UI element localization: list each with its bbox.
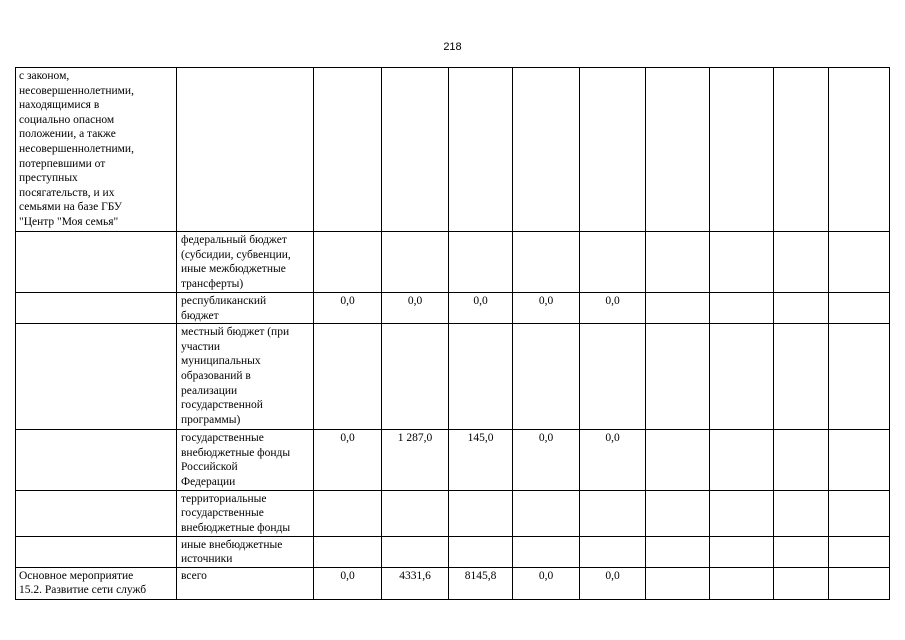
value-cell: [513, 232, 580, 293]
value-cell: [314, 536, 382, 567]
value-cell: 0,0: [314, 293, 382, 324]
value-cell: 0,0: [449, 293, 513, 324]
activity-cell: [16, 324, 177, 430]
table-row: [16, 293, 890, 324]
page-number: 218: [443, 41, 462, 53]
activity-cell: [16, 293, 177, 324]
value-cell: [774, 324, 829, 430]
activity-cell: [16, 430, 177, 490]
value-cell: [774, 490, 829, 536]
value-cell: [774, 232, 829, 293]
value-cell: [774, 430, 829, 490]
activity-label: Основное мероприятие 15.2. Развитие сети служб: [19, 569, 147, 597]
value-cell: [829, 536, 890, 567]
funding-source-label: государственные внебюджетные фонды Российской Федерации: [181, 432, 291, 488]
value-cell: 0,0: [314, 430, 382, 490]
value-cell: [513, 536, 580, 567]
table-row: [16, 68, 890, 232]
activity-cell: [16, 68, 177, 232]
value-cell: [382, 232, 449, 293]
funding-source-label: территориальные государственные внебюджетные фонды: [181, 492, 291, 534]
value-cell: [646, 536, 710, 567]
funding-source-cell: [177, 536, 314, 567]
table-row: [16, 430, 890, 490]
funding-source-label: федеральный бюджет (субсидии, субвенции, иные межбюджетные трансферты): [181, 234, 291, 290]
table-row: [16, 324, 890, 430]
value-cell: 0,0: [513, 567, 580, 599]
funding-source-label: республиканский бюджет: [181, 295, 267, 322]
value-cell: [829, 430, 890, 490]
value-cell: [774, 293, 829, 324]
value-cell: [580, 490, 646, 536]
value-cell: [314, 68, 382, 232]
value-cell: [314, 324, 382, 430]
value-cell: [513, 68, 580, 232]
value-cell: [382, 536, 449, 567]
table-row: [16, 232, 890, 293]
activity-cell: [16, 490, 177, 536]
value-cell: 4331,6: [382, 567, 449, 599]
activity-cell: [16, 232, 177, 293]
budget-table: [15, 67, 890, 600]
value-cell: [829, 490, 890, 536]
value-cell: [513, 324, 580, 430]
value-cell: [829, 293, 890, 324]
value-cell: 0,0: [580, 430, 646, 490]
value-cell: [710, 293, 774, 324]
value-cell: [774, 567, 829, 599]
table-row: [16, 567, 890, 599]
value-cell: [646, 567, 710, 599]
funding-source-label: местный бюджет (при участии муниципальных образований в реализации государственной программы): [181, 326, 290, 426]
value-cell: [646, 293, 710, 324]
value-cell: [513, 490, 580, 536]
table-row: [16, 536, 890, 567]
value-cell: [382, 490, 449, 536]
value-cell: [449, 68, 513, 232]
funding-source-cell: [177, 430, 314, 490]
value-cell: [646, 324, 710, 430]
value-cell: [829, 567, 890, 599]
activity-cell: [16, 567, 177, 599]
funding-source-cell: [177, 324, 314, 430]
funding-source-cell: [177, 68, 314, 232]
value-cell: [710, 567, 774, 599]
value-cell: [774, 536, 829, 567]
value-cell: [580, 324, 646, 430]
activity-label: с законом, несовершеннолетними, находящимися в социально опасном положении, а также несовершеннолетними, потерпевшими от преступных посягательств, и их семьями на базе ГБУ "Центр "Моя семья": [19, 70, 134, 228]
value-cell: 8145,8: [449, 567, 513, 599]
value-cell: [829, 232, 890, 293]
value-cell: [646, 430, 710, 490]
value-cell: [710, 430, 774, 490]
funding-source-cell: [177, 567, 314, 599]
value-cell: [646, 68, 710, 232]
value-cell: 0,0: [513, 430, 580, 490]
value-cell: [382, 68, 449, 232]
value-cell: [449, 536, 513, 567]
value-cell: [829, 68, 890, 232]
value-cell: [710, 324, 774, 430]
funding-source-label: иные внебюджетные источники: [181, 538, 283, 566]
funding-source-cell: [177, 293, 314, 324]
value-cell: [580, 536, 646, 567]
value-cell: [710, 490, 774, 536]
value-cell: 0,0: [580, 293, 646, 324]
funding-source-cell: [177, 232, 314, 293]
value-cell: [449, 324, 513, 430]
value-cell: [710, 68, 774, 232]
funding-source-cell: [177, 490, 314, 536]
value-cell: 0,0: [314, 567, 382, 599]
value-cell: 0,0: [580, 567, 646, 599]
funding-source-label: всего: [181, 569, 207, 582]
value-cell: [774, 68, 829, 232]
value-cell: [829, 324, 890, 430]
activity-cell: [16, 536, 177, 567]
value-cell: 145,0: [449, 430, 513, 490]
value-cell: [449, 490, 513, 536]
value-cell: 1 287,0: [382, 430, 449, 490]
value-cell: 0,0: [382, 293, 449, 324]
value-cell: [646, 232, 710, 293]
value-cell: [314, 490, 382, 536]
value-cell: [580, 232, 646, 293]
value-cell: [449, 232, 513, 293]
value-cell: [314, 232, 382, 293]
value-cell: [710, 536, 774, 567]
value-cell: [710, 232, 774, 293]
value-cell: [382, 324, 449, 430]
value-cell: [646, 490, 710, 536]
value-cell: [580, 68, 646, 232]
value-cell: 0,0: [513, 293, 580, 324]
table-row: [16, 490, 890, 536]
